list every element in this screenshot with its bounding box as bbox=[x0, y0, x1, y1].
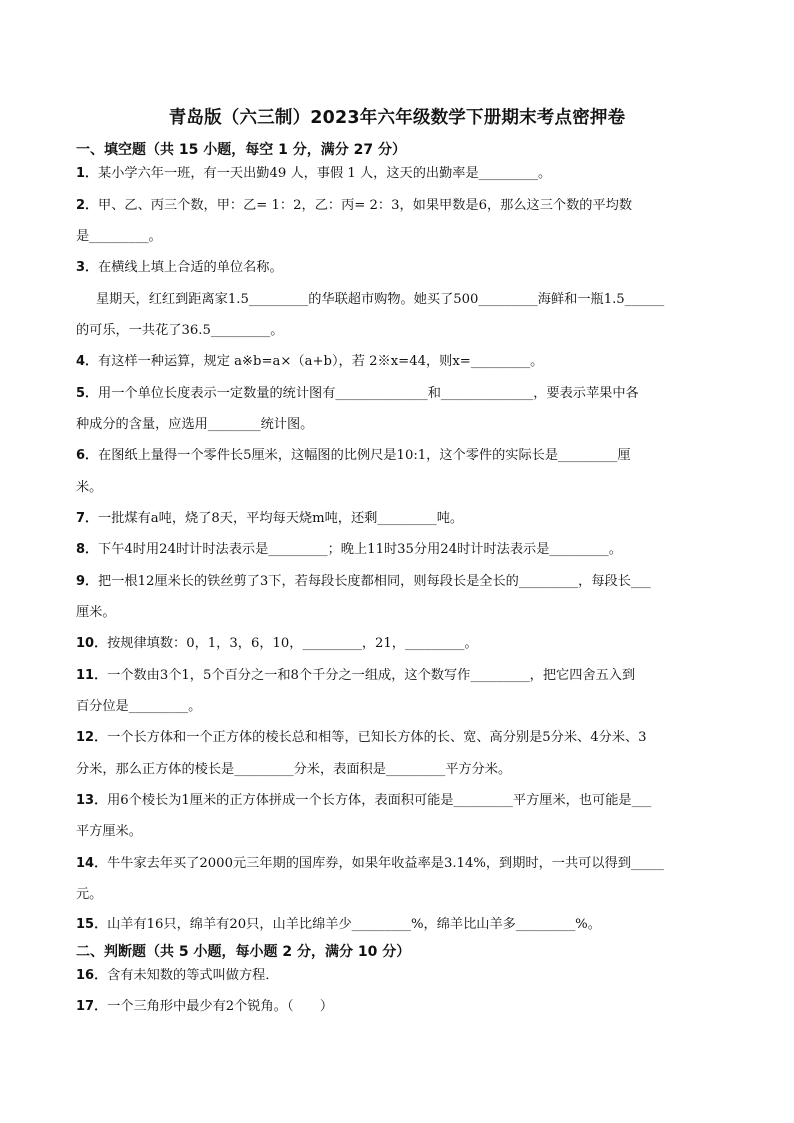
question-number: 17． bbox=[76, 999, 108, 1014]
question-text: 百分位是_________。 bbox=[76, 699, 202, 714]
question-line bbox=[76, 352, 724, 372]
question-text: 一批煤有a吨，烧了8天，平均每天烧m吨，还剩_________吨。 bbox=[98, 511, 464, 526]
question-number: 7． bbox=[76, 511, 99, 526]
question-text: 山羊有16只，绵羊有20只，山羊比绵羊少_________%，绵羊比山羊多_________%。 bbox=[107, 917, 601, 932]
question-number: 14． bbox=[76, 856, 108, 871]
question-number: 13． bbox=[76, 793, 108, 808]
question-number: 5． bbox=[76, 386, 99, 401]
question-text: 有这样一种运算，规定 a※b=a×（a+b），若 2※x=44，则x=_________。 bbox=[98, 354, 544, 369]
question-number: 11． bbox=[76, 668, 108, 683]
question-text: 用6个棱长为1厘米的正方体拼成一个长方体，表面积可能是_________平方厘米，也可能是___ bbox=[107, 793, 652, 808]
question-number: 9． bbox=[76, 574, 99, 589]
question-number: 12． bbox=[76, 730, 108, 745]
question-text: 用一个单位长度表示一定数量的统计图有______________和______________，要表示苹果中各 bbox=[98, 386, 639, 401]
question-number: 8． bbox=[76, 542, 99, 557]
question-number: 15． bbox=[76, 917, 108, 932]
question-text: 把一根12厘米长的铁丝剪了3下，若每段长度都相同，则每段长是全长的_________，每段长___ bbox=[98, 574, 651, 589]
question-text: 分米，那么正方体的棱长是_________分米，表面积是_________平方分米。 bbox=[76, 762, 512, 777]
section-heading-fill-in: 一、填空题（共 15 小题，每空 1 分，满分 27 分） bbox=[76, 142, 406, 158]
question-text: 某小学六年一班，有一天出勤49 人，事假 1 人，这天的出勤率是_________。 bbox=[98, 166, 552, 181]
question-text: 牛牛家去年买了2000元三年期的国库券，如果年收益率是3.14%，到期时，一共可以得到_____ bbox=[107, 856, 664, 871]
question-text: 一个数由3个1，5个百分之一和8个千分之一组成，这个数写作_________，把它四舍五入到 bbox=[107, 668, 636, 683]
question-line bbox=[76, 885, 724, 905]
question-number: 16． bbox=[76, 968, 108, 983]
question-line bbox=[76, 728, 724, 748]
question-line bbox=[76, 822, 724, 842]
question-line bbox=[76, 164, 724, 184]
question-number: 2． bbox=[76, 198, 99, 213]
question-text: 下午4时用24时计时法表示是_________；晚上11时35分用24时计时法表示是_________。 bbox=[98, 542, 622, 557]
question-text: 一个长方体和一个正方体的棱长总和相等，已知长方体的长、宽、高分别是5分米、4分米、3 bbox=[107, 730, 647, 745]
question-line bbox=[76, 196, 724, 216]
question-text: 元。 bbox=[76, 887, 103, 902]
question-text: 种成分的含量，应选用________统计图。 bbox=[76, 417, 314, 432]
question-line bbox=[76, 760, 724, 780]
question-line bbox=[76, 997, 724, 1017]
question-line bbox=[76, 446, 724, 466]
question-text: 在图纸上量得一个零件长5厘米，这幅图的比例尺是10:1，这个零件的实际长是_________厘 bbox=[98, 448, 631, 463]
question-line bbox=[76, 321, 724, 341]
question-line bbox=[76, 258, 724, 278]
section-heading-true-false: 二、判断题（共 5 小题，每小题 2 分，满分 10 分） bbox=[76, 944, 411, 960]
question-number: 1． bbox=[76, 166, 99, 181]
question-line bbox=[76, 227, 724, 247]
question-line bbox=[76, 791, 724, 811]
question-line bbox=[76, 666, 724, 686]
question-line bbox=[76, 478, 724, 498]
question-text: 一个三角形中最少有2个锐角。（ ） bbox=[107, 999, 334, 1014]
question-text: 含有未知数的等式叫做方程． bbox=[107, 968, 279, 983]
question-line bbox=[76, 854, 724, 874]
question-line bbox=[76, 509, 724, 529]
question-text: 平方厘米。 bbox=[76, 824, 142, 839]
question-text: 按规律填数：0，1，3，6，10，_________，21，_________。 bbox=[107, 636, 478, 651]
question-line bbox=[76, 966, 724, 986]
question-text: 的可乐，一共花了36.5_________。 bbox=[76, 323, 284, 338]
question-text: 星期天，红红到距离家1.5_________的华联超市购物。她买了500_________海鲜和一瓶1.5______ bbox=[96, 292, 665, 307]
question-line bbox=[76, 603, 724, 623]
question-line bbox=[76, 915, 724, 935]
page-title: 青岛版（六三制）2023年六年级数学下册期末考点密押卷 bbox=[168, 108, 626, 128]
question-line bbox=[76, 384, 724, 404]
question-text: 米。 bbox=[76, 480, 103, 495]
question-number: 6． bbox=[76, 448, 99, 463]
question-line bbox=[76, 634, 724, 654]
question-line bbox=[76, 572, 724, 592]
question-line bbox=[96, 290, 744, 310]
question-text: 是_________。 bbox=[76, 229, 162, 244]
question-line bbox=[76, 415, 724, 435]
question-line bbox=[76, 540, 724, 560]
question-text: 在横线上填上合适的单位名称。 bbox=[98, 260, 283, 275]
question-text: 甲、乙、丙三个数，甲：乙= 1：2，乙：丙= 2：3，如果甲数是6，那么这三个数的平均数 bbox=[98, 198, 633, 213]
question-number: 3． bbox=[76, 260, 99, 275]
question-number: 4． bbox=[76, 354, 99, 369]
question-line bbox=[76, 697, 724, 717]
question-number: 10． bbox=[76, 636, 108, 651]
question-text: 厘米。 bbox=[76, 605, 116, 620]
